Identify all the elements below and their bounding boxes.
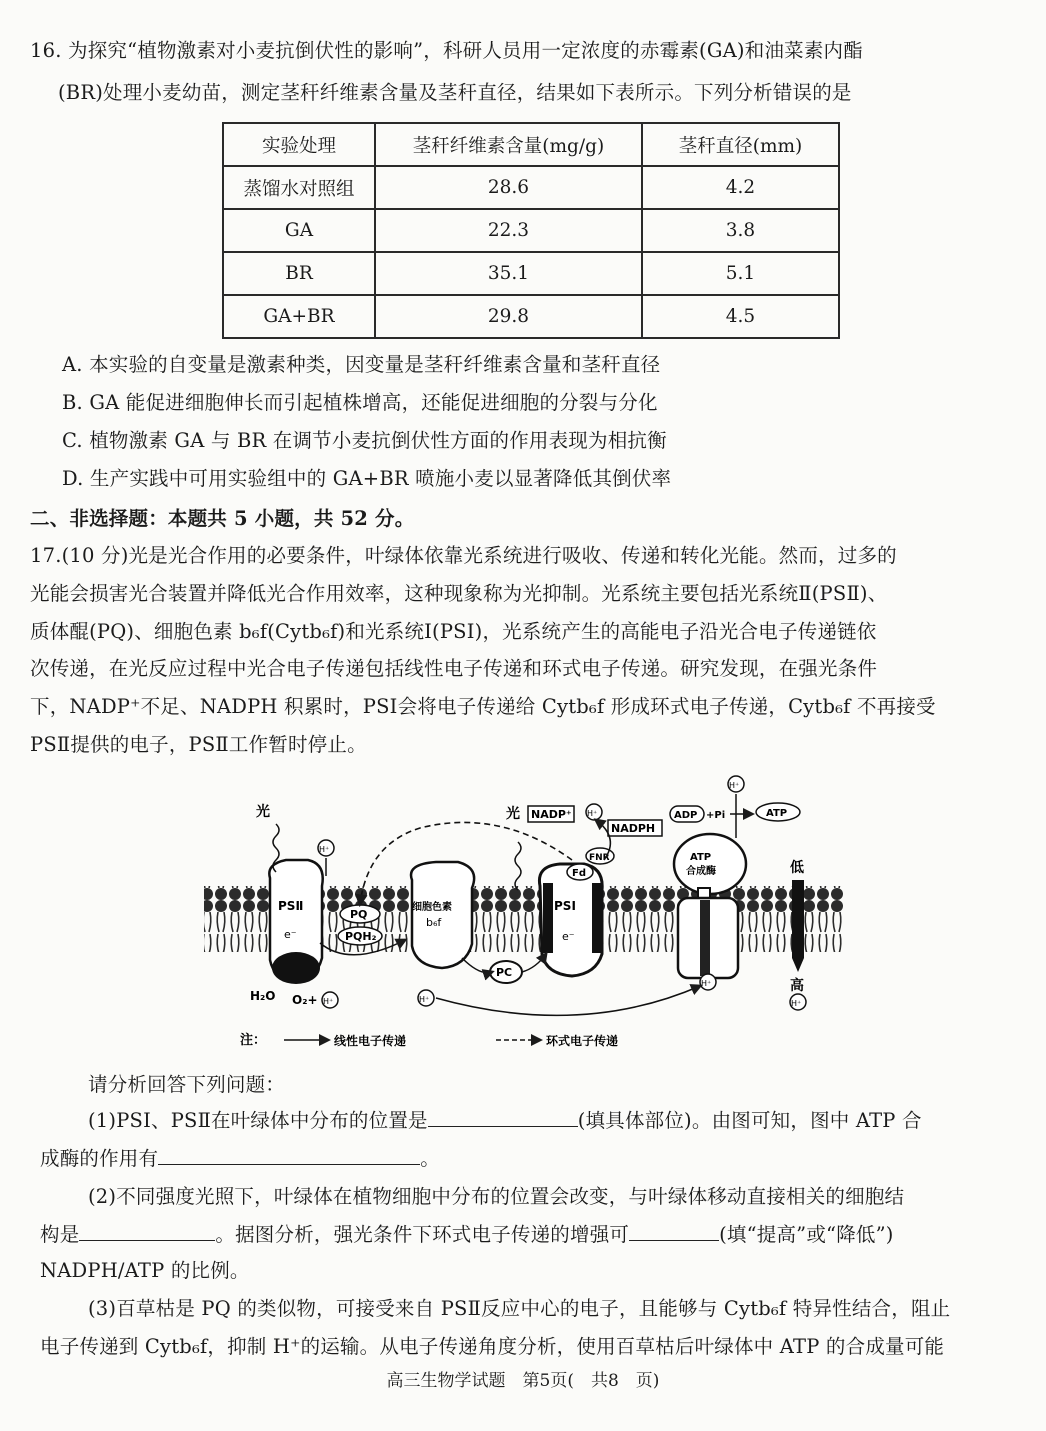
atp-label: ATP bbox=[766, 808, 788, 819]
q17-intro-line: 下，NADP⁺不足、NADPH 积累时，PSⅠ会将电子传递给 Cytb₆f 形成环式电子传递，Cytb₆f 不再接受 bbox=[30, 695, 936, 718]
light-label-left: 光 bbox=[256, 804, 270, 820]
table-cell: 蒸馏水对照组 bbox=[223, 166, 375, 209]
q17-intro-line: 光能会损害光合装置并降低光合作用效率，这种现象称为光抑制。光系统主要包括光系统Ⅱ(PSⅡ)、 bbox=[30, 582, 888, 605]
answer-blank-4[interactable] bbox=[629, 1222, 719, 1241]
h2o-label: H₂O bbox=[250, 989, 276, 1003]
b6f-label: b₆f bbox=[426, 916, 442, 929]
q17-sub2-line1: (2)不同强度光照下，叶绿体在植物细胞中分布的位置会改变，与叶绿体移动直接相关的细胞结 bbox=[88, 1185, 905, 1208]
q17-intro-line: PSⅡ提供的电子，PSⅡ工作暂时停止。 bbox=[30, 733, 367, 756]
cytochrome-label: 细胞色素 bbox=[412, 902, 452, 913]
fnr-label: FNR bbox=[589, 853, 610, 863]
sub1-text-a: (1)PSⅠ、PSⅡ在叶绿体中分布的位置是 bbox=[88, 1109, 428, 1132]
q16-option-c: C. 植物激素 GA 与 BR 在调节小麦抗倒伏性方面的作用表现为相抗衡 bbox=[62, 429, 667, 452]
h-plus-lumen-label: H⁺ bbox=[419, 995, 430, 1004]
pc-label: PC bbox=[496, 966, 513, 979]
table-row bbox=[223, 295, 839, 338]
table-row bbox=[223, 209, 839, 252]
legend-note-label: 注： bbox=[240, 1033, 267, 1048]
pi-label: +Pi bbox=[706, 810, 726, 821]
answer-blank-2[interactable] bbox=[158, 1146, 420, 1165]
fd-label: Fd bbox=[572, 868, 586, 879]
pqh2-label: PQH₂ bbox=[345, 930, 377, 943]
atp-synthase-label-1: ATP bbox=[690, 852, 712, 863]
low-label: 低 bbox=[790, 860, 804, 876]
psii-label: PSⅡ bbox=[278, 899, 304, 913]
table-header-row bbox=[223, 123, 839, 166]
atp-synthase bbox=[674, 834, 746, 978]
nadph-label: NADPH bbox=[611, 822, 656, 835]
table-cell: 22.3 bbox=[375, 209, 642, 252]
q17-sub3-line2: 电子传递到 Cytb₆f，抑制 H⁺的运输。从电子传递角度分析，使用百草枯后叶绿体中 ATP 的合成量可能 bbox=[40, 1335, 945, 1358]
h-plus-psii-label: H⁺ bbox=[319, 845, 330, 854]
q16-option-b: B. GA 能促进细胞伸长而引起植株增高，还能促进细胞的分裂与分化 bbox=[62, 391, 658, 414]
high-label: 高 bbox=[790, 978, 804, 994]
table-cell: BR bbox=[223, 252, 375, 295]
diagram-svg bbox=[200, 768, 850, 1058]
sub2-text-c: 。据图分析，强光条件下环式电子传递的增强可 bbox=[215, 1223, 630, 1246]
table-header-cell: 实验处理 bbox=[223, 123, 375, 166]
atp-synthase-label-2: 合成酶 bbox=[686, 866, 716, 877]
pc-carrier bbox=[490, 961, 522, 983]
electron-transport-diagram bbox=[200, 768, 850, 1058]
table-cell: 4.2 bbox=[642, 166, 839, 209]
table-header-cell: 茎秆纤维素含量(mg/g) bbox=[375, 123, 642, 166]
q17-intro-line: 次传递，在光反应过程中光合电子传递包括线性电子传递和环式电子传递。研究发现，在强光条件 bbox=[30, 657, 878, 680]
q17-sub2-line2 bbox=[40, 1222, 894, 1248]
table-cell: 35.1 bbox=[375, 252, 642, 295]
psi-label: PSⅠ bbox=[554, 899, 576, 913]
q17-sub1-line2 bbox=[40, 1146, 440, 1172]
section-2-heading: 二、非选择题：本题共 5 小题，共 52 分。 bbox=[30, 507, 415, 530]
psii-complex bbox=[269, 860, 322, 984]
sub1-text-c: 成酶的作用有 bbox=[40, 1147, 159, 1170]
sub1-text-d: 。 bbox=[420, 1147, 440, 1170]
sub1-text-b: (填具体部位)。由图可知，图中 ATP 合 bbox=[577, 1109, 922, 1132]
table-row bbox=[223, 166, 839, 209]
proton-gradient-arrow bbox=[790, 859, 806, 1010]
q17-intro-line: 17.(10 分)光是光合作用的必要条件，叶绿体依靠光系统进行吸收、传递和转化光能。然而，过多的 bbox=[30, 544, 897, 567]
psi-electron-label: e⁻ bbox=[562, 930, 575, 943]
h-plus-synthase-label: H⁺ bbox=[701, 979, 712, 988]
light-label-right: 光 bbox=[506, 806, 520, 822]
answer-blank-1[interactable] bbox=[428, 1108, 578, 1127]
legend-linear-label: 线性电子传递 bbox=[334, 1034, 407, 1048]
linear-flow-cyt-pc bbox=[462, 958, 492, 973]
table-cell: GA+BR bbox=[223, 295, 375, 338]
pq-label: PQ bbox=[350, 908, 368, 921]
legend-cyclic-label: 环式电子传递 bbox=[546, 1034, 619, 1048]
linear-flow-proton bbox=[436, 986, 700, 1015]
table-cell: 3.8 bbox=[642, 209, 839, 252]
table-cell: 4.5 bbox=[642, 295, 839, 338]
nadp-label: NADP⁺ bbox=[531, 808, 572, 821]
q17-intro-line: 质体醌(PQ)、细胞色素 b₆f(Cytb₆f)和光系统Ⅰ(PSⅠ)，光系统产生的高能电子沿光合电子传递链依 bbox=[30, 620, 877, 643]
q16-option-a: A. 本实验的自变量是激素种类，因变量是茎秆纤维素含量和茎秆直径 bbox=[62, 353, 661, 376]
q17-sub2-line3: NADPH/ATP 的比例。 bbox=[40, 1259, 250, 1282]
cytochrome-b6f-complex bbox=[411, 862, 474, 968]
q17-prompt: 请分析回答下列问题： bbox=[88, 1073, 286, 1096]
q16-stem-line2: (BR)处理小麦幼苗，测定茎秆纤维素含量及茎秆直径，结果如下表所示。下列分析错误的是 bbox=[58, 81, 852, 104]
q17-sub3-line1: (3)百草枯是 PQ 的类似物，可接受来自 PSⅡ反应中心的电子，且能够与 Cytb₆f 特异性结合，阻止 bbox=[88, 1297, 951, 1320]
sub2-text-b: 构是 bbox=[40, 1223, 80, 1246]
q16-stem-line1: 16. 为探究“植物激素对小麦抗倒伏性的影响”，科研人员用一定浓度的赤霉素(GA)和油菜素内酯 bbox=[30, 39, 863, 62]
psi-complex bbox=[539, 848, 614, 976]
h-plus-top-label: H⁺ bbox=[729, 781, 740, 790]
table-cell: 28.6 bbox=[375, 166, 642, 209]
psii-electron-label: e⁻ bbox=[284, 928, 297, 941]
table-cell: 5.1 bbox=[642, 252, 839, 295]
table-row bbox=[223, 252, 839, 295]
table-cell: GA bbox=[223, 209, 375, 252]
h-plus-label: H⁺ bbox=[587, 809, 598, 818]
h-plus-bottom-right: H⁺ bbox=[791, 999, 802, 1008]
sub2-text-d: (填“提高”或“降低”) bbox=[719, 1223, 894, 1246]
o2-label: O₂+ bbox=[292, 993, 318, 1007]
adp-label: ADP bbox=[674, 810, 698, 821]
table-header-cell: 茎秆直径(mm) bbox=[642, 123, 839, 166]
light-wave-right bbox=[515, 842, 521, 890]
q16-data-table bbox=[222, 122, 840, 339]
q16-option-d: D. 生产实践中可用实验组中的 GA+BR 喷施小麦以显著降低其倒伏率 bbox=[62, 467, 672, 490]
answer-blank-3[interactable] bbox=[79, 1222, 215, 1241]
table-cell: 29.8 bbox=[375, 295, 642, 338]
h-plus-o2-label: H⁺ bbox=[323, 997, 334, 1006]
q17-sub1-line1 bbox=[88, 1108, 922, 1134]
page-footer: 高三生物学试题 第5页( 共8 页) bbox=[386, 1371, 660, 1391]
